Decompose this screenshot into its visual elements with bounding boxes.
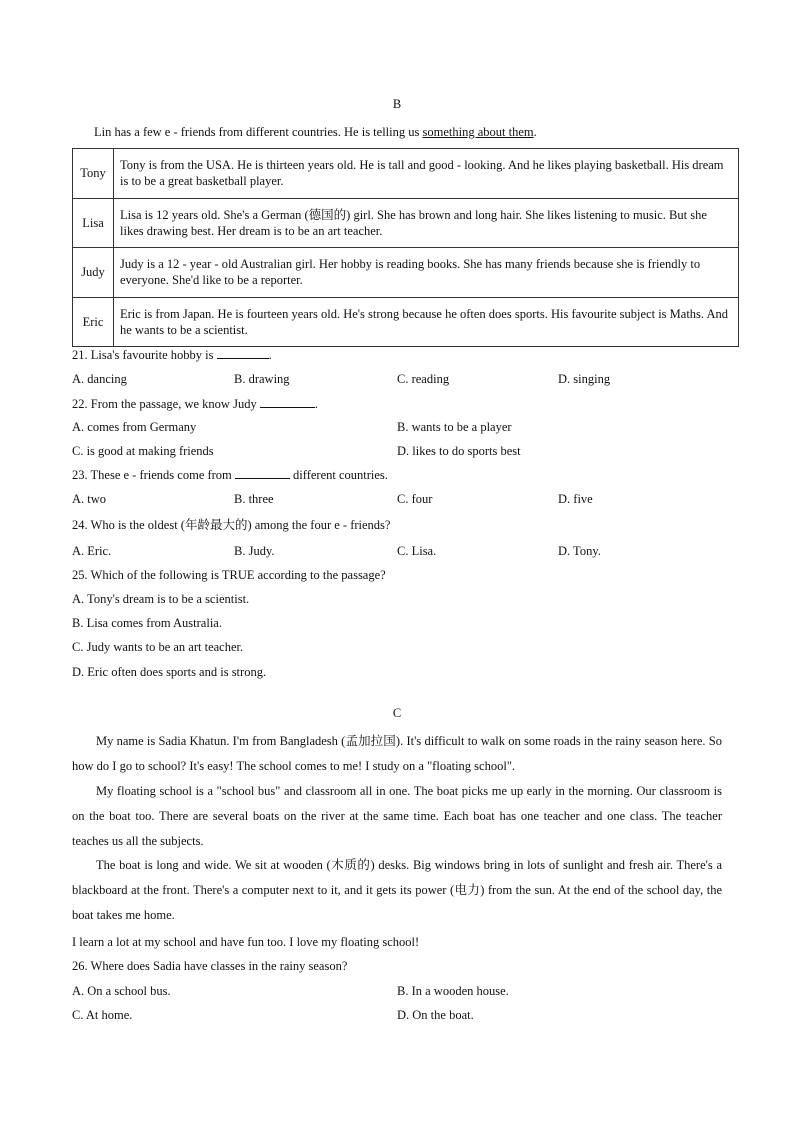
option: C. is good at making friends	[72, 444, 214, 458]
option: A. Eric.	[72, 544, 112, 558]
question-stem: 22. From the passage, we know Judy	[72, 397, 260, 411]
passage-paragraph	[72, 729, 722, 779]
passage-paragraph	[72, 779, 722, 854]
question-stem: 23. These e - friends come from	[72, 468, 235, 482]
option: B. drawing	[234, 372, 290, 386]
passage-paragraph	[72, 853, 722, 928]
option: D. singing	[558, 372, 611, 386]
option: D. Eric often does sports and is strong.	[72, 665, 267, 679]
option: D. likes to do sports best	[397, 444, 521, 458]
friend-name: Tony	[73, 149, 114, 199]
question-stem-end: different countries.	[289, 468, 388, 482]
intro-text: Lin has a few e - friends from different countries. He is telling us	[94, 125, 423, 139]
passage-closing: I learn a lot at my school and have fun too. I love my floating school!	[72, 935, 420, 949]
option: A. two	[72, 492, 107, 506]
section-b-intro	[94, 124, 537, 140]
option: A. comes from Germany	[72, 420, 197, 434]
friend-description: Eric is from Japan. He is fourteen years old. He's strong because he often does sports. His favourite subject is Maths. And he wants to be a scientist.	[114, 297, 739, 347]
answer-blank	[235, 467, 290, 479]
paragraph-text: My name is Sadia Khatun. I'm from Bangladesh (孟加拉国). It's difficult to walk on some roads in the rainy season here. So how do I go to school? It's easy! The school comes to me! I study on a "floating school".	[72, 734, 722, 773]
option: B. wants to be a player	[397, 420, 512, 434]
option: A. Tony's dream is to be a scientist.	[72, 592, 250, 606]
friend-description: Tony is from the USA. He is thirteen years old. He is tall and good - looking. And he likes playing basketball. His dream is to be a great basketball player.	[114, 149, 739, 199]
option: A. On a school bus.	[72, 984, 171, 998]
option: D. On the boat.	[397, 1008, 474, 1022]
intro-underlined: something about them	[422, 125, 534, 139]
option: C. reading	[397, 372, 450, 386]
option: C. Lisa.	[397, 544, 437, 558]
paragraph-text: My floating school is a "school bus" and classroom all in one. The boat picks me up early in the morning. Our classroom is on the boat too. There are several boats on the river at the same time. Each boat has one teacher and one class. The teacher teaches us all the subjects.	[72, 784, 722, 848]
option: A. dancing	[72, 372, 127, 386]
question-26: 26. Where does Sadia have classes in the rainy season?	[72, 959, 348, 973]
table-row	[73, 149, 739, 199]
friend-name: Lisa	[73, 198, 114, 248]
table-row	[73, 248, 739, 298]
question-stem: 21. Lisa's favourite hobby is	[72, 348, 217, 362]
paragraph-text: The boat is long and wide. We sit at wooden (木质的) desks. Big windows bring in lots of sunlight and fresh air. There's a blackboard at the front. There's a computer next to it, and it gets its power (电力) from the sun. At the end of the school day, the boat takes me home.	[72, 858, 722, 922]
question-23	[72, 467, 388, 483]
question-25: 25. Which of the following is TRUE according to the passage?	[72, 568, 386, 582]
question-24: 24. Who is the oldest (年龄最大的) among the four e - friends?	[72, 518, 391, 532]
question-stem-end: .	[314, 397, 318, 411]
answer-blank	[217, 347, 269, 359]
option: D. Tony.	[558, 544, 601, 558]
friend-description: Judy is a 12 - year - old Australian girl. Her hobby is reading books. She has many friends because she is friendly to everyone. She'd like to be a reporter.	[114, 248, 739, 298]
option: C. Judy wants to be an art teacher.	[72, 640, 244, 654]
question-stem-end: .	[268, 348, 272, 362]
section-b-heading: B	[392, 97, 402, 111]
option: B. Lisa comes from Australia.	[72, 616, 222, 630]
option: C. four	[397, 492, 433, 506]
question-21	[72, 347, 272, 363]
friend-name: Eric	[73, 297, 114, 347]
intro-period: .	[533, 125, 537, 139]
table-row	[73, 198, 739, 248]
option: D. five	[558, 492, 593, 506]
option: C. At home.	[72, 1008, 133, 1022]
option: B. three	[234, 492, 274, 506]
option: B. In a wooden house.	[397, 984, 509, 998]
friend-description: Lisa is 12 years old. She's a German (德国的) girl. She has brown and long hair. She likes listening to music. But she likes drawing best. Her dream is to be an art teacher.	[114, 198, 739, 248]
question-22	[72, 396, 318, 412]
friend-name: Judy	[73, 248, 114, 298]
option: B. Judy.	[234, 544, 275, 558]
table-row	[73, 297, 739, 347]
section-c-heading: C	[392, 706, 402, 720]
e-friends-table	[72, 148, 739, 347]
answer-blank	[260, 396, 315, 408]
